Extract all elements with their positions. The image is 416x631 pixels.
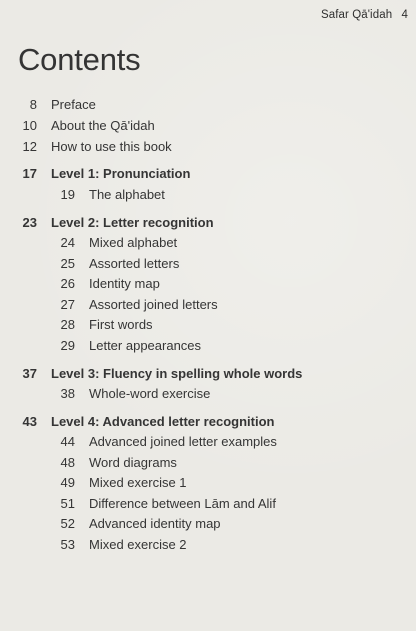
toc-entry-title: Advanced identity map xyxy=(89,516,221,531)
toc-page-number: 23 xyxy=(22,215,37,230)
toc-entry-title: Difference between Lām and Alif xyxy=(89,496,276,511)
toc-section-title: Level 4: Advanced letter recognition xyxy=(51,414,275,429)
toc-page-number: 8 xyxy=(29,97,37,112)
toc-entry-title: Letter appearances xyxy=(89,338,202,353)
toc-entry-title: First words xyxy=(89,317,153,332)
toc-entry-title: How to use this book xyxy=(51,139,172,154)
toc-page-number: 49 xyxy=(60,475,75,490)
toc-entry-title: Mixed exercise 1 xyxy=(89,475,187,490)
toc-page-number: 10 xyxy=(22,118,37,133)
toc-page-number: 53 xyxy=(60,537,75,552)
toc-entry-title: Advanced joined letter examples xyxy=(89,434,277,449)
toc-entry-title: Assorted joined letters xyxy=(89,297,218,312)
toc-entry-title: Identity map xyxy=(89,276,160,291)
toc-page-number: 52 xyxy=(60,516,75,531)
toc-section-title: Level 1: Pronunciation xyxy=(51,166,191,181)
toc-page-number: 28 xyxy=(60,317,75,332)
toc-page-number: 43 xyxy=(22,414,37,429)
toc-entry-title: The alphabet xyxy=(89,187,165,202)
toc-entry-title: Mixed alphabet xyxy=(89,235,178,250)
toc-section-title: Level 2: Letter recognition xyxy=(51,215,214,230)
toc-page-number: 19 xyxy=(60,187,75,202)
toc-page-number: 38 xyxy=(60,386,75,401)
toc-section-title: Level 3: Fluency in spelling whole words xyxy=(51,366,303,381)
toc-page-number: 17 xyxy=(22,166,37,181)
toc-page-number: 29 xyxy=(60,338,75,353)
toc-page-number: 44 xyxy=(60,434,75,449)
toc-entry-title: About the Qā'idah xyxy=(51,118,155,133)
toc-page-number: 51 xyxy=(60,496,75,511)
book-title: Safar Qā'idah xyxy=(320,9,393,21)
toc-entry-title: Word diagrams xyxy=(89,455,177,470)
toc-page-number: 27 xyxy=(60,297,75,312)
toc-entry-title: Assorted letters xyxy=(89,256,180,271)
toc-page-number: 24 xyxy=(60,235,75,250)
contents-title: Contents xyxy=(18,42,141,77)
toc-page-number: 12 xyxy=(22,139,37,154)
toc-page-number: 26 xyxy=(60,276,75,291)
toc-entry-title: Preface xyxy=(51,97,96,112)
toc-entry-title: Mixed exercise 2 xyxy=(89,537,187,552)
toc-page-number: 48 xyxy=(60,455,75,470)
toc-entry-title: Whole-word exercise xyxy=(89,386,211,401)
toc-page-number: 37 xyxy=(22,366,37,381)
page-number: 4 xyxy=(401,9,408,21)
toc-page-number: 25 xyxy=(60,256,75,271)
